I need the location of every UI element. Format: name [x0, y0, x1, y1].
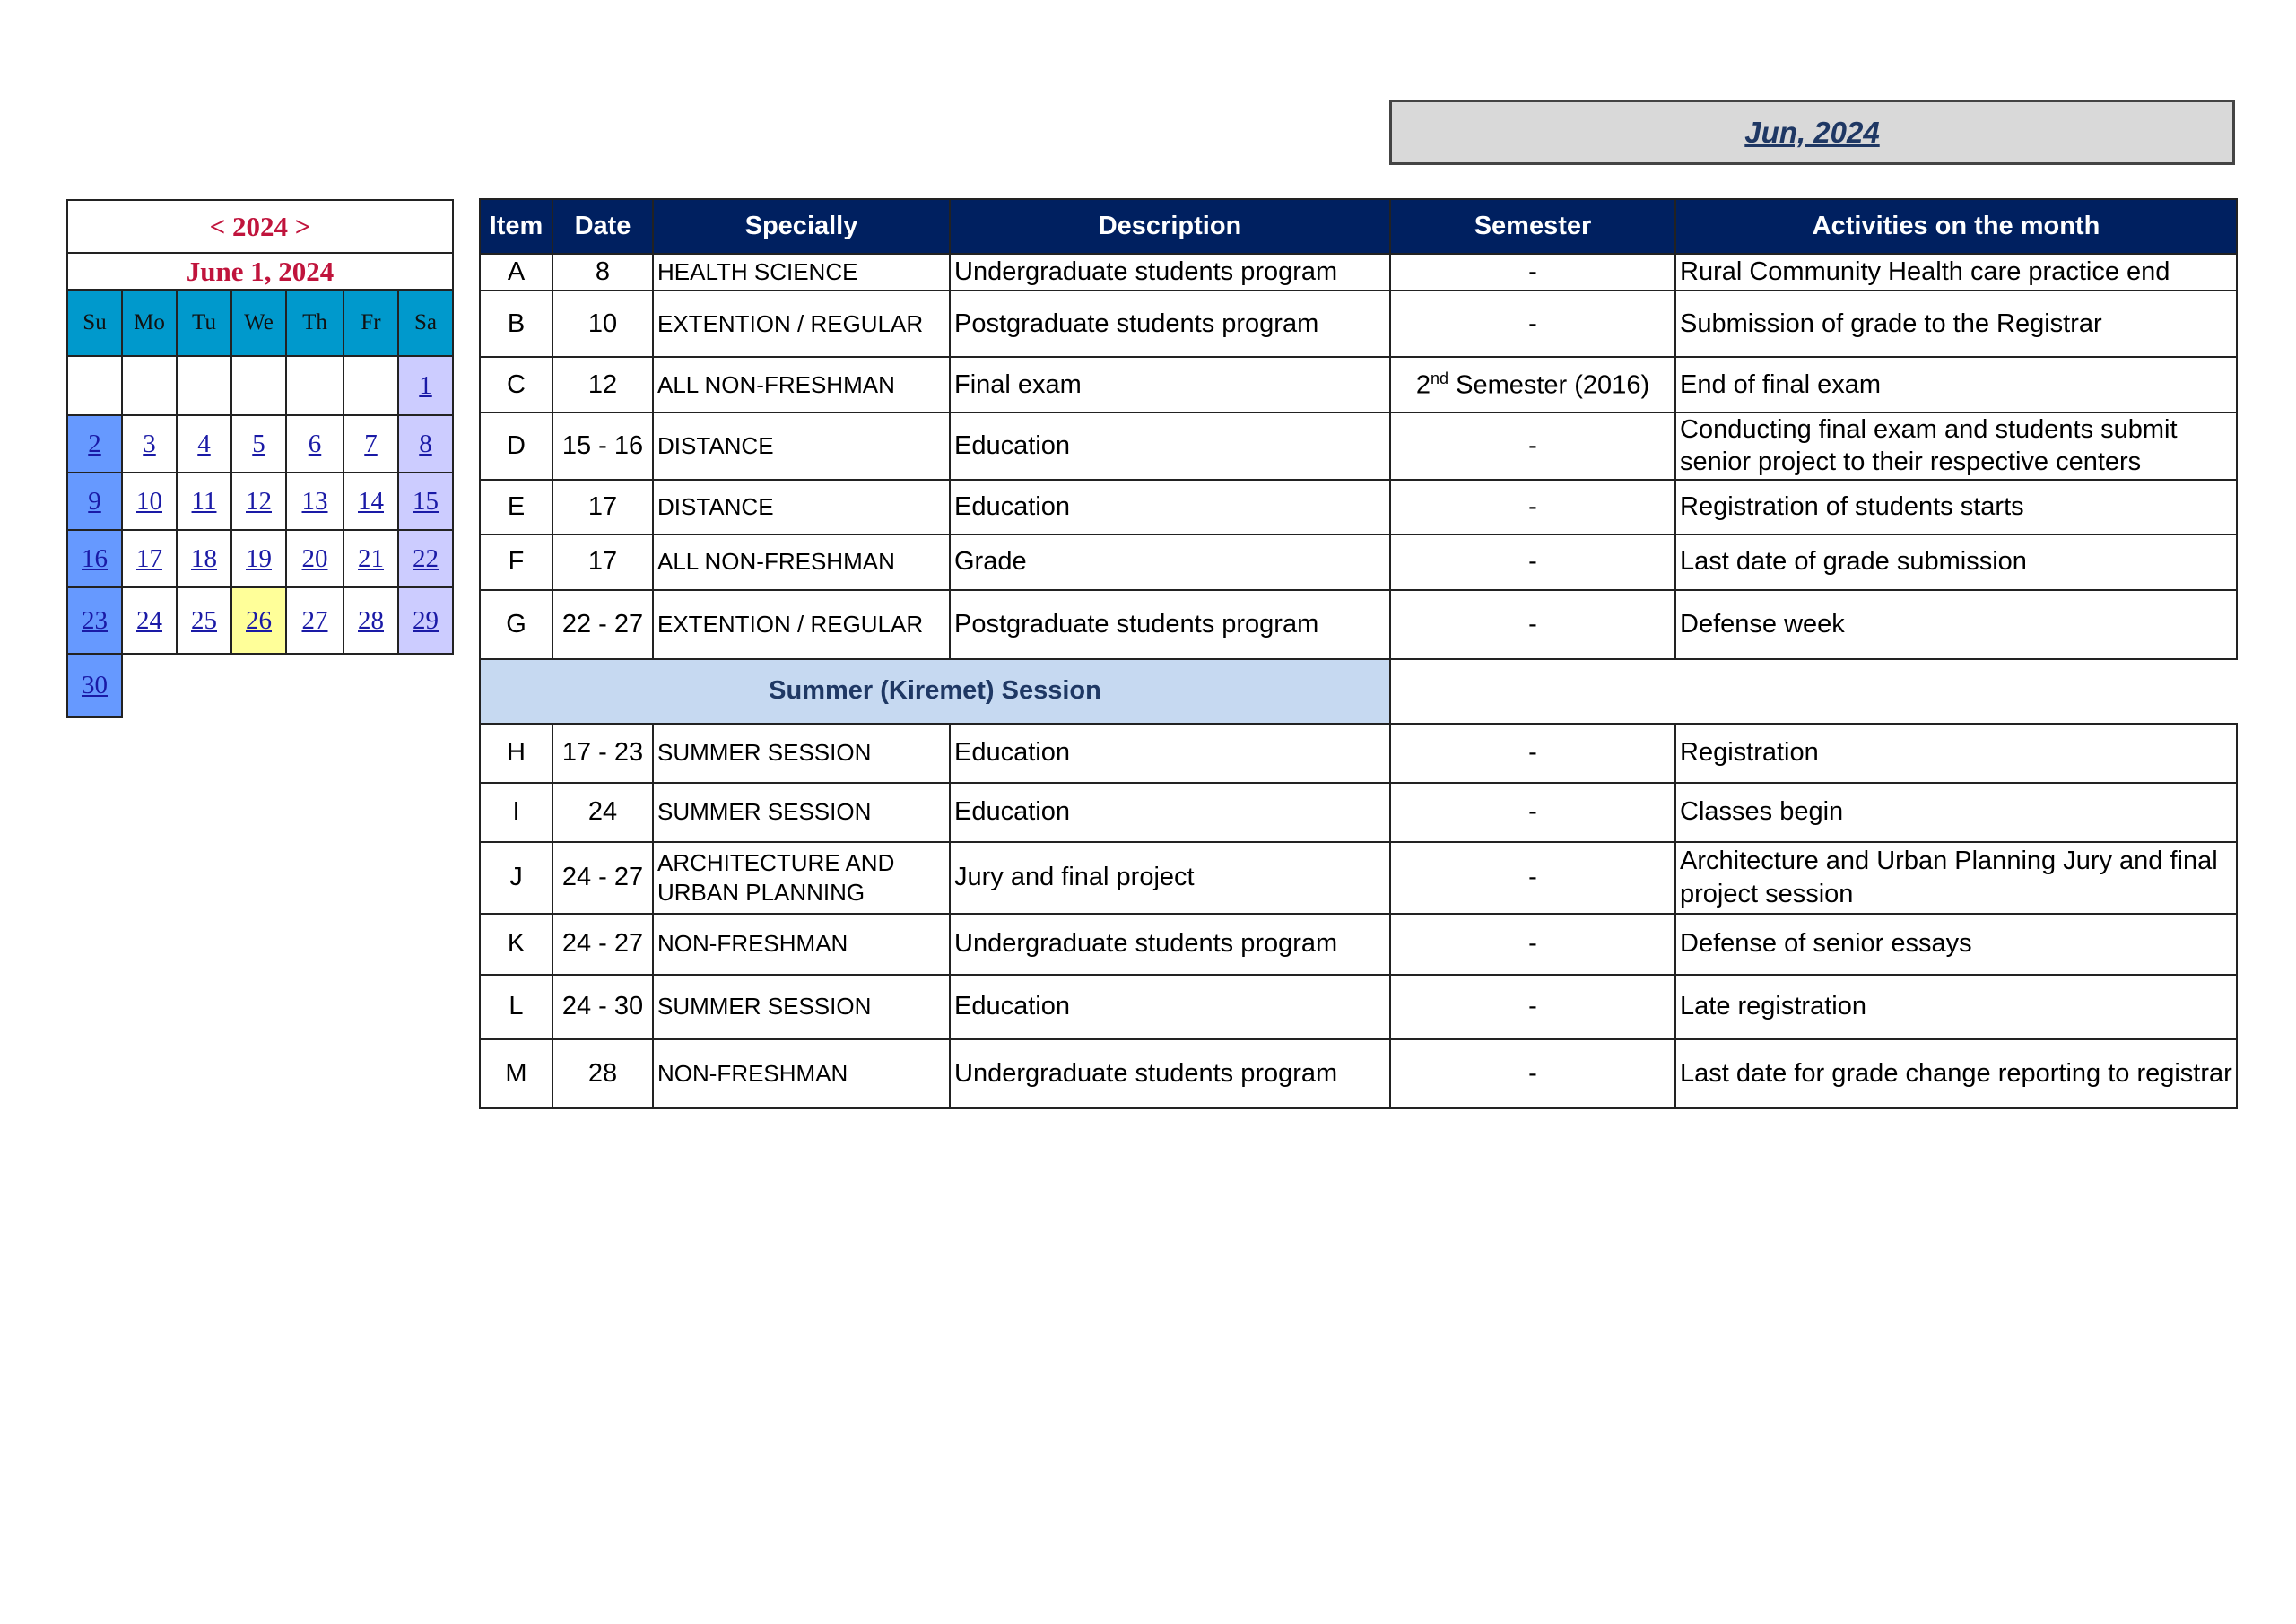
table-row [480, 357, 2237, 413]
semester-cell: - [1390, 975, 1675, 1039]
calendar-day-link[interactable]: 4 [197, 429, 211, 458]
calendar-day-link[interactable]: 15 [413, 486, 439, 516]
calendar-day-link[interactable]: 23 [82, 605, 108, 635]
calendar-empty-cell [122, 356, 177, 415]
item-cell: H [480, 724, 552, 783]
calendar-day-cell [286, 415, 344, 473]
semester-cell: - [1390, 254, 1675, 291]
calendar-day-cell [177, 530, 231, 587]
calendar-day-link[interactable]: 9 [88, 486, 101, 516]
description-cell: Grade [950, 534, 1390, 590]
calendar-day-cell [122, 415, 177, 473]
calendar-day-cell [122, 587, 177, 654]
calendar-day-link[interactable]: 18 [191, 543, 217, 573]
calendar-day-cell [177, 587, 231, 654]
calendar-day-link[interactable]: 3 [143, 429, 156, 458]
calendar-day-link[interactable]: 8 [419, 429, 432, 458]
date-cell: 17 [552, 480, 653, 534]
weekday-header: Fr [344, 290, 398, 356]
activity-cell: Architecture and Urban Planning Jury and final project session [1675, 842, 2237, 914]
mini-calendar [66, 199, 454, 718]
weekday-header: We [231, 290, 286, 356]
calendar-day-link[interactable]: 27 [301, 605, 328, 635]
calendar-day-link[interactable]: 11 [191, 486, 217, 516]
calendar-day-link[interactable]: 7 [364, 429, 378, 458]
item-cell: D [480, 413, 552, 480]
specially-cell: DISTANCE [653, 413, 950, 480]
calendar-day-cell [398, 587, 453, 654]
activity-cell: Registration [1675, 724, 2237, 783]
calendar-day-cell [177, 415, 231, 473]
weekday-header: Th [286, 290, 344, 356]
calendar-day-link[interactable]: 14 [358, 486, 384, 516]
date-cell: 17 [552, 534, 653, 590]
calendar-day-cell [344, 587, 398, 654]
description-cell: Education [950, 783, 1390, 842]
date-cell: 22 - 27 [552, 590, 653, 659]
activity-cell: Defense week [1675, 590, 2237, 659]
calendar-day-link[interactable]: 24 [136, 605, 162, 635]
table-row [480, 783, 2237, 842]
calendar-day-link[interactable]: 1 [419, 370, 432, 400]
calendar-day-cell [67, 587, 122, 654]
description-cell: Jury and final project [950, 842, 1390, 914]
item-cell: I [480, 783, 552, 842]
specially-cell: NON-FRESHMAN [653, 1039, 950, 1108]
item-cell: G [480, 590, 552, 659]
calendar-day-link[interactable]: 2 [88, 429, 101, 458]
activity-cell: Late registration [1675, 975, 2237, 1039]
table-row [480, 724, 2237, 783]
header-item: Item [480, 199, 552, 254]
calendar-day-link[interactable]: 22 [413, 543, 439, 573]
semester-number: 2 [1415, 370, 1431, 400]
item-cell: J [480, 842, 552, 914]
specially-cell: SUMMER SESSION [653, 975, 950, 1039]
calendar-day-cell [67, 530, 122, 587]
calendar-empty-cell [122, 654, 177, 717]
table-row [480, 534, 2237, 590]
semester-cell: - [1390, 783, 1675, 842]
calendar-day-link[interactable]: 12 [246, 486, 272, 516]
date-cell: 24 [552, 783, 653, 842]
weekday-header: Su [67, 290, 122, 356]
specially-cell: ALL NON-FRESHMAN [653, 357, 950, 413]
table-row [480, 480, 2237, 534]
table-row [480, 1039, 2237, 1108]
calendar-empty-cell [344, 654, 398, 717]
calendar-day-link[interactable]: 21 [358, 543, 384, 573]
calendar-day-cell [231, 415, 286, 473]
activity-cell: Conducting final exam and students submit senior project to their respective centers [1675, 413, 2237, 480]
calendar-day-link[interactable]: 30 [82, 671, 108, 699]
semester-cell: - [1390, 590, 1675, 659]
date-cell: 24 - 27 [552, 914, 653, 975]
calendar-day-link[interactable]: 16 [82, 543, 108, 573]
calendar-day-link[interactable]: 26 [246, 605, 272, 635]
calendar-day-cell [398, 415, 453, 473]
calendar-day-cell [231, 587, 286, 654]
activity-cell: End of final exam [1675, 357, 2237, 413]
calendar-empty-cell [231, 356, 286, 415]
calendar-day-cell [67, 473, 122, 530]
weekday-header: Tu [177, 290, 231, 356]
date-cell: 10 [552, 291, 653, 357]
weekday-header: Mo [122, 290, 177, 356]
calendar-day-cell [286, 473, 344, 530]
item-cell: C [480, 357, 552, 413]
specially-cell: NON-FRESHMAN [653, 914, 950, 975]
description-cell: Undergraduate students program [950, 914, 1390, 975]
semester-ordinal: nd [1431, 369, 1449, 387]
date-cell: 24 - 27 [552, 842, 653, 914]
specially-cell: ALL NON-FRESHMAN [653, 534, 950, 590]
specially-cell: ARCHITECTURE AND URBAN PLANNING [653, 842, 950, 914]
table-row [480, 590, 2237, 659]
calendar-day-link[interactable]: 25 [191, 605, 217, 635]
calendar-empty-cell [177, 654, 231, 717]
calendar-empty-cell [286, 356, 344, 415]
calendar-current-date: June 1, 2024 [67, 253, 453, 290]
description-cell: Postgraduate students program [950, 590, 1390, 659]
semester-cell: - [1390, 480, 1675, 534]
semester-cell: - [1390, 842, 1675, 914]
semester-cell: - [1390, 413, 1675, 480]
calendar-day-cell [398, 356, 453, 415]
calendar-day-link[interactable]: 28 [358, 605, 384, 635]
item-cell: F [480, 534, 552, 590]
activity-cell: Rural Community Health care practice end [1675, 254, 2237, 291]
schedule-table [479, 198, 2238, 1109]
specially-cell: EXTENTION / REGULAR [653, 291, 950, 357]
calendar-day-link[interactable]: 17 [136, 543, 162, 573]
table-row [480, 291, 2237, 357]
calendar-day-cell [122, 473, 177, 530]
description-cell: Education [950, 975, 1390, 1039]
calendar-day-cell [398, 530, 453, 587]
month-title-box [1389, 100, 2235, 165]
item-cell: K [480, 914, 552, 975]
date-cell: 24 - 30 [552, 975, 653, 1039]
calendar-day-link[interactable]: 6 [308, 429, 322, 458]
table-row [480, 413, 2237, 480]
calendar-day-cell [67, 654, 122, 717]
calendar-empty-cell [286, 654, 344, 717]
activity-cell: Last date for grade change reporting to registrar [1675, 1039, 2237, 1108]
description-cell: Education [950, 724, 1390, 783]
calendar-day-cell [344, 530, 398, 587]
item-cell: A [480, 254, 552, 291]
calendar-day-cell [122, 530, 177, 587]
calendar-year-nav[interactable]: < 2024 > [67, 200, 453, 253]
specially-cell: DISTANCE [653, 480, 950, 534]
calendar-empty-cell [398, 654, 453, 717]
semester-cell: - [1390, 914, 1675, 975]
session-title: Summer (Kiremet) Session [480, 659, 1390, 724]
calendar-day-cell [67, 415, 122, 473]
table-row [480, 254, 2237, 291]
calendar-day-cell [344, 473, 398, 530]
item-cell: M [480, 1039, 552, 1108]
item-cell: B [480, 291, 552, 357]
semester-label: Semester (2016) [1448, 370, 1650, 400]
semester-cell: - [1390, 291, 1675, 357]
date-cell: 17 - 23 [552, 724, 653, 783]
table-row [480, 842, 2237, 914]
description-cell: Education [950, 413, 1390, 480]
specially-cell: SUMMER SESSION [653, 724, 950, 783]
calendar-empty-cell [344, 356, 398, 415]
description-cell: Education [950, 480, 1390, 534]
calendar-day-link[interactable]: 10 [136, 486, 162, 516]
activity-cell: Submission of grade to the Registrar [1675, 291, 2237, 357]
date-cell: 15 - 16 [552, 413, 653, 480]
specially-cell: SUMMER SESSION [653, 783, 950, 842]
table-row [480, 975, 2237, 1039]
calendar-day-cell [231, 473, 286, 530]
date-cell: 8 [552, 254, 653, 291]
activity-cell: Defense of senior essays [1675, 914, 2237, 975]
weekday-header: Sa [398, 290, 453, 356]
calendar-day-cell [286, 587, 344, 654]
specially-cell: EXTENTION / REGULAR [653, 590, 950, 659]
description-cell: Final exam [950, 357, 1390, 413]
specially-cell: HEALTH SCIENCE [653, 254, 950, 291]
calendar-day-link[interactable]: 13 [301, 486, 328, 516]
header-description: Description [950, 199, 1390, 254]
description-cell: Postgraduate students program [950, 291, 1390, 357]
month-title[interactable]: Jun, 2024 [1744, 115, 1880, 149]
date-cell: 12 [552, 357, 653, 413]
calendar-day-link[interactable]: 29 [413, 605, 439, 635]
calendar-empty-cell [67, 356, 122, 415]
date-cell: 28 [552, 1039, 653, 1108]
session-empty-cell [1390, 659, 2237, 724]
activity-cell: Classes begin [1675, 783, 2237, 842]
item-cell: E [480, 480, 552, 534]
activity-cell: Registration of students starts [1675, 480, 2237, 534]
table-row [480, 914, 2237, 975]
semester-cell: - [1390, 534, 1675, 590]
session-header-row [480, 659, 2237, 724]
calendar-day-cell [344, 415, 398, 473]
activity-cell: Last date of grade submission [1675, 534, 2237, 590]
header-activities: Activities on the month [1675, 199, 2237, 254]
calendar-empty-cell [231, 654, 286, 717]
calendar-day-cell [286, 530, 344, 587]
header-date: Date [552, 199, 653, 254]
header-specially: Specially [653, 199, 950, 254]
calendar-day-cell [231, 530, 286, 587]
calendar-day-cell [398, 473, 453, 530]
item-cell: L [480, 975, 552, 1039]
semester-cell [1390, 357, 1675, 413]
header-semester: Semester [1390, 199, 1675, 254]
calendar-day-link[interactable]: 5 [252, 429, 265, 458]
semester-cell: - [1390, 1039, 1675, 1108]
semester-cell: - [1390, 724, 1675, 783]
calendar-empty-cell [177, 356, 231, 415]
description-cell: Undergraduate students program [950, 1039, 1390, 1108]
calendar-day-link[interactable]: 19 [246, 543, 272, 573]
calendar-day-cell [177, 473, 231, 530]
calendar-day-link[interactable]: 20 [301, 543, 328, 573]
description-cell: Undergraduate students program [950, 254, 1390, 291]
